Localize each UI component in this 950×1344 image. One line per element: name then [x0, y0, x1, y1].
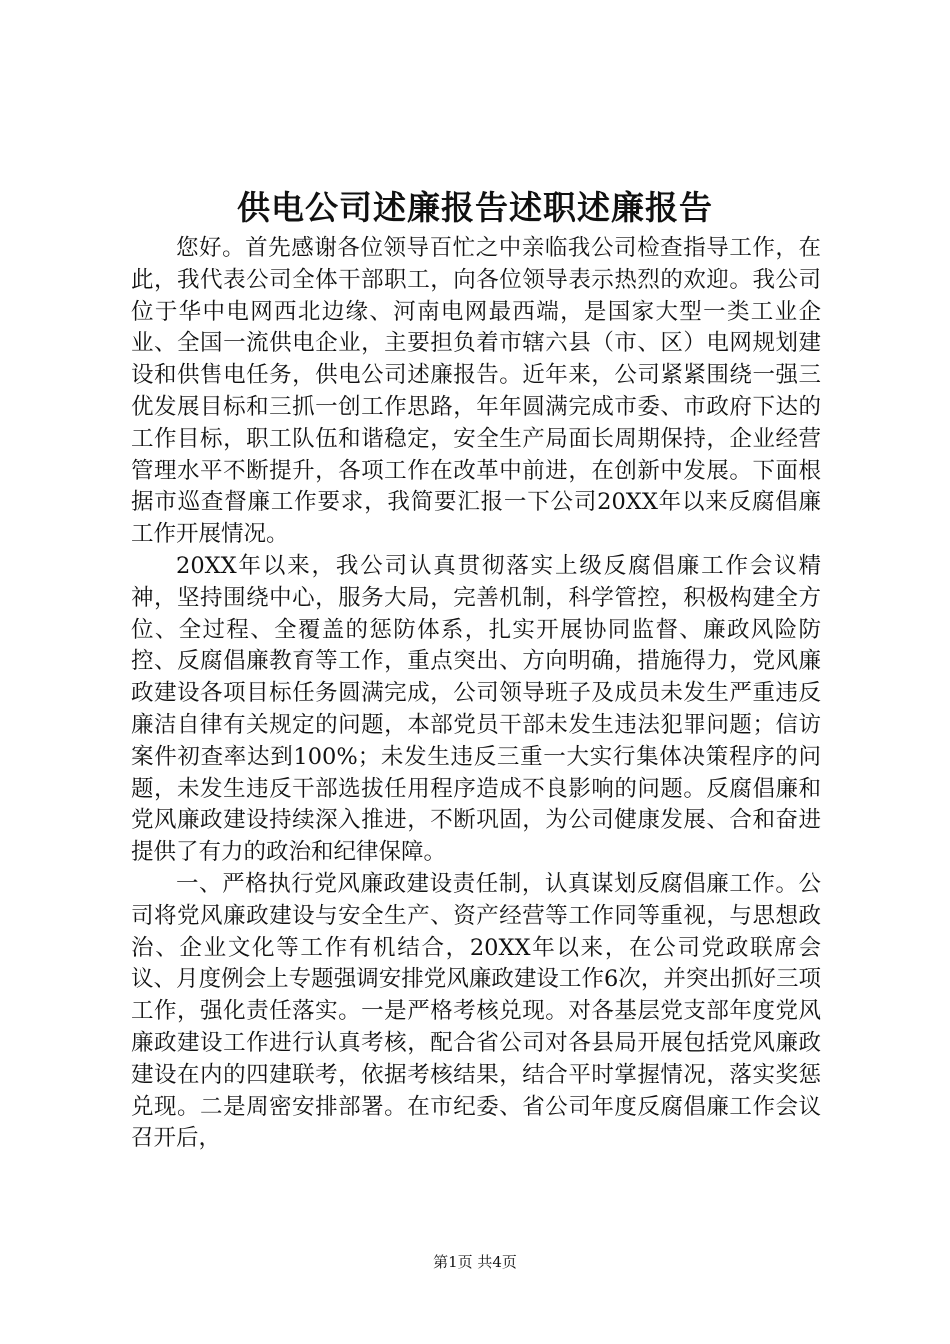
paragraph-section-one: 一、严格执行党风廉政建设责任制，认真谋划反腐倡廉工作。公司将党风廉政建设与安全生产、资产经营等工作同等重视，与思想政治、企业文化等工作有机结合，20XX年以来，在公司党政联席会议、月度例会上专题强调安排党风廉政建设工作6次，并突出抓好三项工作，强化责任落实。一是严格考核兑现。对各基层党支部年度党风廉政建设工作进行认真考核，配合省公司对各县局开展包括党风廉政建设在内的四建联考，依据考核结果，结合平时掌握情况，落实奖惩兑现。二是周密安排部署。在市纪委、省公司年度反腐倡廉工作会议召开后，	[131, 870, 821, 1152]
page-footer: 第1页 共4页	[433, 1253, 517, 1271]
document-title: 供电公司述廉报告述职述廉报告	[237, 188, 713, 227]
document-body	[131, 233, 821, 1155]
paragraph-overview: 20XX年以来，我公司认真贯彻落实上级反腐倡廉工作会议精神，坚持围绕中心，服务大局，完善机制，科学管控，积极构建全方位、全过程、全覆盖的惩防体系，扎实开展协同监督、廉政风险防控、反腐倡廉教育等工作，重点突出、方向明确，措施得力，党风廉政建设各项目标任务圆满完成，公司领导班子及成员未发生严重违反廉洁自律有关规定的问题，本部党员干部未发生违法犯罪问题；信访案件初查率达到100%；未发生违反三重一大实行集体决策程序的问题，未发生违反干部选拔任用程序造成不良影响的问题。反腐倡廉和党风廉政建设持续深入推进，不断巩固，为公司健康发展、合和奋进提供了有力的政治和纪律保障。	[131, 552, 821, 866]
paragraph-intro: 您好。首先感谢各位领导百忙之中亲临我公司检查指导工作，在此，我代表公司全体干部职工，向各位领导表示热烈的欢迎。我公司位于华中电网西北边缘、河南电网最西端，是国家大型一类工业企业、全国一流供电企业，主要担负着市辖六县（市、区）电网规划建设和供售电任务，供电公司述廉报告。近年来，公司紧紧围绕一强三优发展目标和三抓一创工作思路，年年圆满完成市委、市政府下达的工作目标，职工队伍和谐稳定，安全生产局面长周期保持，企业经营管理水平不断提升，各项工作在改革中前进，在创新中发展。下面根据市巡查督廉工作要求，我简要汇报一下公司20XX年以来反腐倡廉工作开展情况。	[131, 235, 821, 548]
